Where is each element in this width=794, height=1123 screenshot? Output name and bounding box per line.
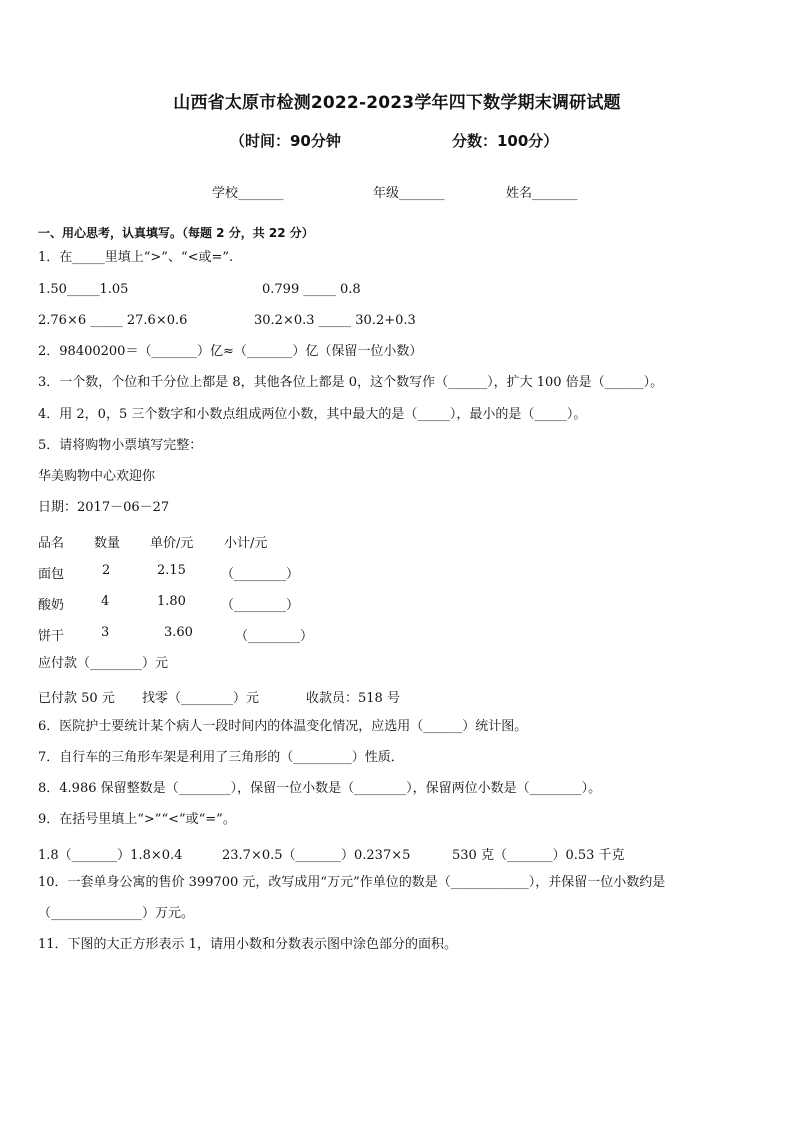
receipt-header-subtotal: 小计/元	[224, 536, 268, 551]
page-title: 山西省太原市检测2022-2023学年四下数学期末调研试题	[173, 93, 621, 113]
receipt-row-subtotal: （________）	[221, 598, 300, 613]
name-field: 姓名_______	[506, 186, 578, 201]
receipt-date: 日期：2017－06－27	[38, 500, 170, 515]
exam-time: （时间：90分钟	[230, 132, 341, 150]
question-4: 4．用 2，0，5 三个数字和小数点组成两位小数，其中最大的是（_____），最小的是（_____）。	[38, 407, 587, 422]
section-heading: 一、用心思考，认真填写。（每题 2 分，共 22 分）	[38, 226, 314, 240]
question-9b: 23.7×0.5（_______）0.237×5	[222, 848, 411, 863]
receipt-row-subtotal: （________）	[221, 567, 300, 582]
question-3: 3．一个数，个位和千分位上都是 8，其他各位上都是 0，这个数写作（______），扩大 100 倍是（______）。	[38, 375, 664, 390]
question-5-stem: 5．请将购物小票填写完整：	[38, 438, 203, 453]
question-9c: 530 克（_______）0.53 千克	[452, 848, 625, 863]
question-8: 8．4.986 保留整数是（________），保留一位小数是（________），保留两位小数是（________）。	[38, 781, 602, 796]
question-7: 7．自行车的三角形车架是利用了三角形的（_________）性质．	[38, 750, 404, 765]
receipt-store: 华美购物中心欢迎你	[38, 469, 156, 484]
receipt-row-price: 1.80	[157, 594, 186, 609]
receipt-row-price: 3.60	[164, 625, 193, 640]
question-10-line1: 10．一套单身公寓的售价 399700 元，改写成用“万元”作单位的数是（____________），并保留一位小数约是	[38, 875, 666, 890]
school-field: 学校_______	[212, 186, 284, 201]
question-9a: 1.8（_______）1.8×0.4	[38, 848, 183, 863]
receipt-change: 找零（________）元	[142, 691, 260, 706]
question-1a: 1.50_____1.05	[38, 282, 129, 297]
grade-field: 年级_______	[373, 186, 445, 201]
question-1d: 30.2×0.3 _____ 30.2+0.3	[254, 313, 416, 328]
question-1-stem: 1．在_____里填上“>”、“<或=”.	[38, 250, 234, 265]
receipt-header-price: 单价/元	[150, 536, 194, 551]
question-6: 6．医院护士要统计某个病人一段时间内的体温变化情况，应选用（______）统计图。	[38, 719, 528, 734]
question-11: 11．下图的大正方形表示 1，请用小数和分数表示图中涂色部分的面积。	[38, 937, 457, 952]
receipt-row-name: 饼干	[38, 629, 65, 644]
question-10-line2: （______________）万元。	[38, 906, 195, 921]
receipt-header-name: 品名	[38, 536, 65, 551]
receipt-cashier: 收款员：518 号	[306, 691, 400, 706]
receipt-row-name: 酸奶	[38, 598, 65, 613]
receipt-row-subtotal: （________）	[235, 629, 314, 644]
question-1c: 2.76×6 _____ 27.6×0.6	[38, 313, 188, 328]
question-2: 2．98400200＝（_______）亿≈（_______）亿（保留一位小数）	[38, 344, 423, 359]
receipt-row-qty: 3	[101, 625, 110, 640]
receipt-row-qty: 2	[102, 563, 111, 578]
question-9-stem: 9．在括号里填上“>”“<”或“=”。	[38, 812, 236, 827]
receipt-paid: 已付款 50 元	[38, 691, 115, 706]
receipt-payable: 应付款（________）元	[38, 656, 169, 671]
receipt-row-qty: 4	[101, 594, 110, 609]
receipt-header-qty: 数量	[94, 536, 121, 551]
question-1b: 0.799 _____ 0.8	[262, 282, 361, 297]
exam-score: 分数：100分）	[452, 132, 559, 150]
receipt-row-name: 面包	[38, 567, 65, 582]
receipt-row-price: 2.15	[157, 563, 186, 578]
